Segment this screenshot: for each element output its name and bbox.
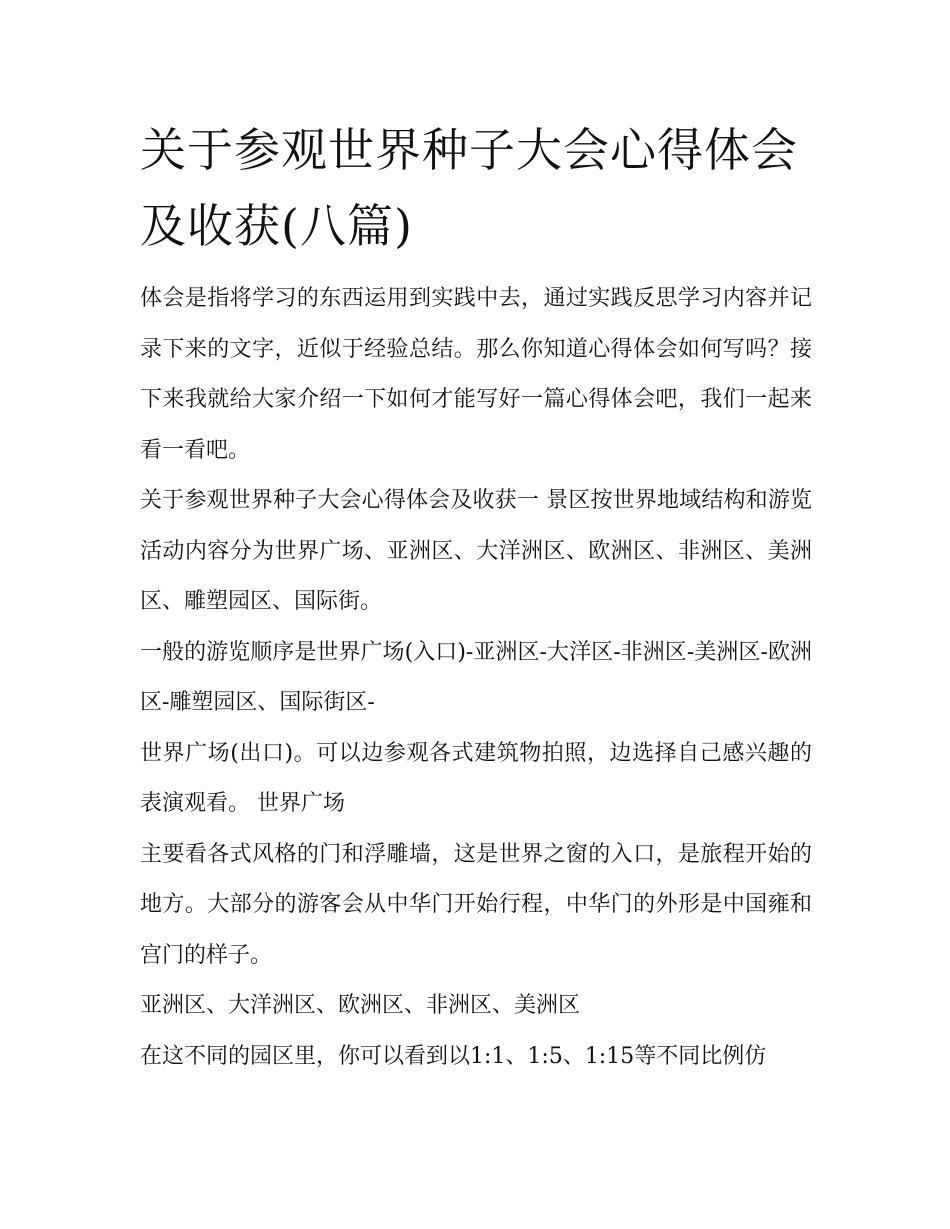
paragraph-scenic-areas: 关于参观世界种子大会心得体会及收获一 景区按世界地域结构和游览活动内容分为世界广场、亚洲区、大洋洲区、欧洲区、非洲区、美洲区、雕塑园区、国际街。 xyxy=(140,488,812,614)
paragraph-world-square-exit: 世界广场(出口)。可以边参观各式建筑物拍照，边选择自己感兴趣的表演观看。 世界广场 xyxy=(140,740,812,816)
document-body xyxy=(140,112,812,1082)
paragraph-regions: 亚洲区、大洋洲区、欧洲区、非洲区、美洲区 xyxy=(140,993,581,1018)
paragraph-world-square-gates: 主要看各式风格的门和浮雕墙，这是世界之窗的入口，是旅程开始的地方。大部分的游客会从中华门开始行程，中华门的外形是中国雍和宫门的样子。 xyxy=(140,841,812,968)
paragraph-intro: 体会是指将学习的东西运用到实践中去，通过实践反思学习内容并记录下来的文字，近似于经验总结。那么你知道心得体会如何写吗？接下来我就给大家介绍一下如何才能写好一篇心得体会吧，我们一起来看一看吧。 xyxy=(140,286,812,463)
paragraph-tour-order: 一般的游览顺序是世界广场(入口)-亚洲区-大洋区-非洲区-美洲区-欧洲区-雕塑园区、国际街区- xyxy=(140,639,812,715)
document-title: 关于参观世界种子大会心得体会及收获(八篇) xyxy=(140,123,798,253)
paragraph-scale-models: 在这不同的园区里，你可以看到以1:1、1:5、1:15等不同比例仿 xyxy=(140,1043,767,1069)
